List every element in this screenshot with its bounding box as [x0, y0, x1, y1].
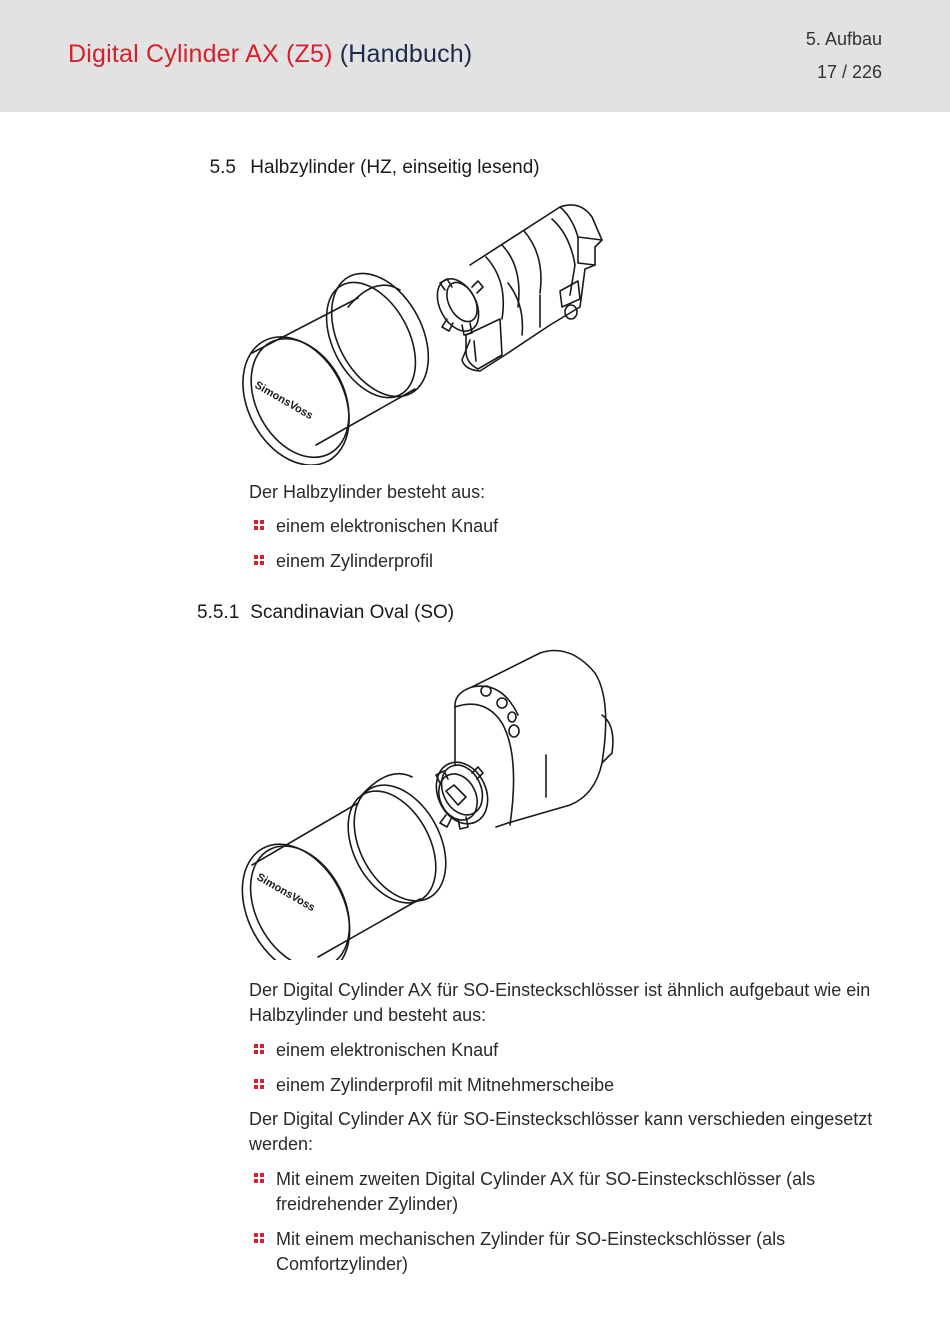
document-title-product: Digital Cylinder AX (Z5)	[68, 40, 333, 68]
section-number: 5.5	[209, 157, 236, 178]
list-item-text: Mit einem zweiten Digital Cylinder AX für SO-Einsteckschlösser (als freidrehender Zylinder)	[276, 1169, 816, 1214]
knob-brand-logo: SimonsVoss	[252, 379, 315, 423]
section-title: Scandinavian Oval (SO)	[250, 602, 455, 623]
cylinder-profile-drawing	[429, 205, 602, 371]
bullet-icon	[254, 1079, 265, 1090]
section-paragraph: Der Digital Cylinder AX für SO-Einsteckschlösser kann verschieden eingesetzt werden:	[249, 1109, 873, 1154]
bullet-icon	[254, 520, 265, 531]
bullet-icon	[254, 1044, 265, 1055]
section-heading-5-5	[206, 157, 540, 179]
page-header	[0, 0, 950, 112]
section-title: Halbzylinder (HZ, einseitig lesend)	[250, 157, 540, 178]
bullet-icon	[254, 555, 265, 566]
page-number: 17 / 226	[816, 62, 882, 82]
so-electronic-knob-drawing	[240, 769, 464, 960]
electronic-knob-drawing	[240, 257, 448, 465]
knob-brand-logo: SimonsVoss	[254, 871, 317, 915]
list-item-text: einem Zylinderprofil	[276, 551, 434, 571]
list-item	[254, 1227, 874, 1277]
section-number: 5.5.1	[197, 602, 240, 623]
section-intro: Der Digital Cylinder AX für SO-Einsteckschlösser ist ähnlich aufgebaut wie ein Halbzylinder und besteht aus:	[249, 980, 871, 1025]
section-intro: Der Halbzylinder besteht aus:	[249, 482, 486, 502]
list-item-text: einem Zylinderprofil mit Mitnehmerscheibe	[276, 1075, 615, 1095]
list-item-text: Mit einem mechanischen Zylinder für SO-Einsteckschlösser (als Comfortzylinder)	[276, 1229, 786, 1274]
list-item	[254, 1167, 874, 1217]
document-title-suffix: (Handbuch)	[339, 40, 473, 68]
list-item-text: einem elektronischen Knauf	[276, 516, 499, 536]
list-item	[254, 1038, 874, 1063]
list-item	[254, 549, 874, 574]
so-cylinder-illustration	[240, 645, 620, 960]
list-item-text: einem elektronischen Knauf	[276, 1040, 499, 1060]
list-item	[254, 1073, 874, 1098]
so-cylinder-profile-drawing	[427, 651, 613, 833]
bullet-icon	[254, 1173, 265, 1184]
half-cylinder-illustration	[240, 195, 620, 465]
bullet-icon	[254, 1233, 265, 1244]
document-title	[68, 40, 472, 69]
list-item	[254, 514, 874, 539]
chapter-label: 5. Aufbau	[805, 29, 882, 49]
section-heading-5-5-1	[197, 602, 454, 624]
